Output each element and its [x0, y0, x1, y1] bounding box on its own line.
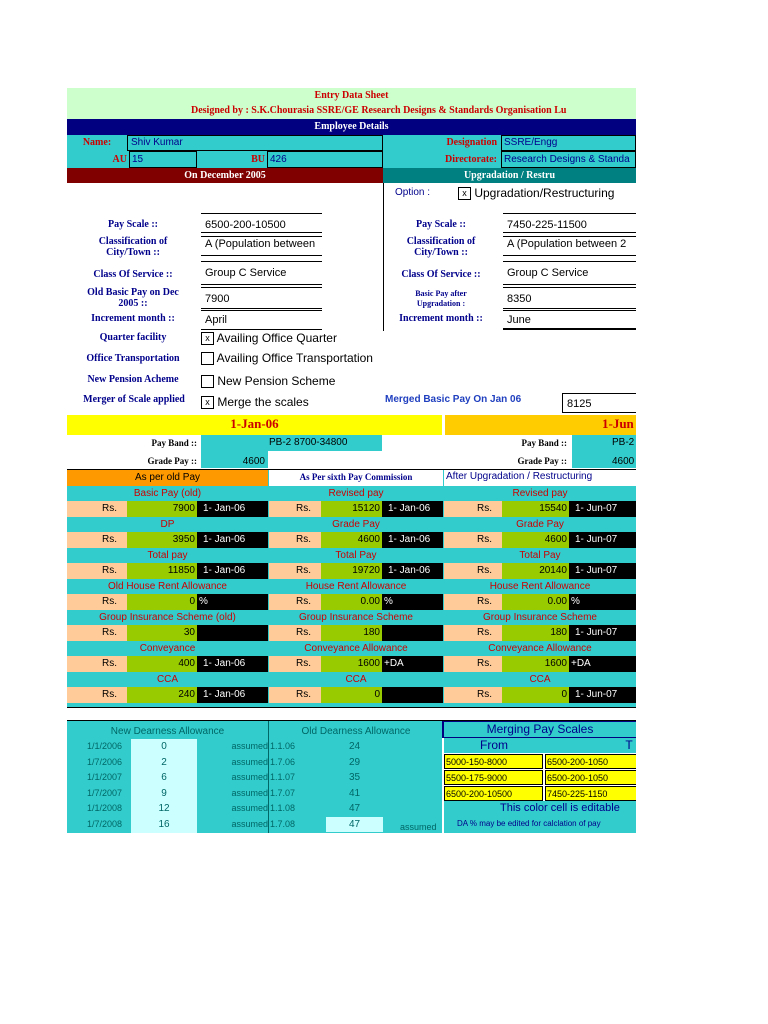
da-row-new[interactable]: 16 [158, 818, 170, 830]
da-row-new[interactable]: 9 [161, 787, 167, 799]
col1-rs-label: Rs. [67, 532, 127, 548]
da-row-new[interactable]: 12 [158, 803, 170, 814]
col1-row-value[interactable]: 7900 [127, 501, 197, 517]
merge-from[interactable]: 6500-200-10500 [444, 786, 543, 801]
class-service-field[interactable]: Group C Service [201, 261, 322, 285]
merge-from[interactable]: 5000-150-8000 [444, 754, 543, 769]
col2-row-value[interactable]: 180 [321, 625, 382, 641]
merging-title: Merging Pay Scales [444, 722, 636, 737]
editable-note: This color cell is editable [500, 802, 620, 814]
da-row-old[interactable]: 35 [348, 772, 361, 783]
col2-row-label: Total Pay [335, 550, 377, 561]
old-da-title: Old Dearness Allowance [301, 726, 411, 737]
old-basic-field[interactable]: 7900 [201, 287, 322, 311]
col3-row-label: CCA [529, 674, 551, 685]
designation-field[interactable]: SSRE/Engg [501, 135, 636, 151]
col1-row-label: Basic Pay (old) [133, 488, 202, 499]
col1-row-label: Conveyance [139, 643, 196, 654]
date-left: 1-Jan-06 [230, 416, 279, 431]
right-classification-field[interactable]: A (Population between 2 [503, 232, 636, 256]
da-row-old[interactable]: 41 [348, 787, 361, 799]
col1-title: As per old Pay [67, 470, 268, 486]
col3-row-value[interactable]: 180 [502, 625, 569, 641]
merger-label: Merger of Scale applied [83, 394, 185, 405]
col1-rs-label: Rs. [67, 594, 127, 610]
col3-row-date: % [569, 594, 636, 610]
col1-row-label: Group Insurance Scheme (old) [99, 612, 236, 623]
date-right: 1-Jun [602, 416, 634, 431]
col3-row-label: Group Insurance Scheme [483, 612, 597, 623]
col3-row-value[interactable]: 1600 [502, 656, 569, 672]
da-row-date: 1/1/2006 [87, 741, 123, 751]
col3-rs-label: Rs. [444, 687, 502, 703]
col1-row-label: Old House Rent Allowance [108, 581, 227, 592]
col3-title: After Upgradation / Restructuring [444, 470, 636, 486]
col2-rs-label: Rs. [269, 625, 321, 641]
col1-row-date: % [197, 594, 268, 610]
col3-row-label: Grade Pay [516, 519, 564, 530]
col2-row-date: +DA [382, 656, 443, 672]
sheet-title: Entry Data Sheet [314, 90, 389, 101]
col3-row-date: 1- Jun-07 [569, 563, 636, 579]
da-row-old-date: 1.7.08 [270, 818, 296, 829]
da-row-old-date: 1.7.07 [270, 787, 296, 798]
col3-row-value[interactable]: 0 [502, 687, 569, 703]
directorate-label: Directorate: [444, 154, 497, 165]
bu-label: BU [251, 154, 265, 165]
da-row-note: assumed [231, 772, 268, 782]
da-row-note: assumed [231, 787, 268, 798]
col1-row-value[interactable]: 3950 [127, 532, 197, 548]
merger-text: Merge the scales [217, 395, 309, 409]
da-row-note: assumed [231, 803, 268, 813]
col3-row-date: 1- Jun-07 [569, 687, 636, 703]
da-row-old-date: 1.1.08 [270, 803, 296, 813]
col3-rs-label: Rs. [444, 532, 502, 548]
pay-band-label-left: Pay Band :: [151, 438, 197, 448]
col1-row-value[interactable]: 0 [127, 594, 197, 610]
col1-rs-label: Rs. [67, 625, 127, 641]
increment-label: Increment month :: [91, 313, 175, 324]
da-row-new[interactable]: 2 [161, 756, 167, 768]
col1-row-value[interactable]: 30 [127, 625, 197, 641]
au-label: AU [112, 154, 127, 165]
option-toggle[interactable] [458, 186, 614, 200]
transport-checkbox[interactable] [201, 352, 214, 365]
col2-row-date: 1- Jan-06 [382, 501, 443, 517]
col1-row-date [197, 625, 268, 641]
da-row-date: 1/1/2008 [87, 803, 123, 813]
grade-pay-label-right: Grade Pay :: [517, 456, 567, 466]
col1-row-date: 1- Jan-06 [197, 501, 268, 517]
option-text: Upgradation/Restructuring [474, 186, 615, 200]
da-row-old[interactable]: 47 [348, 803, 361, 814]
col2-row-label: Group Insurance Scheme [299, 612, 413, 623]
directorate-field[interactable]: Research Designs & Standa [501, 151, 636, 168]
right-section-title: Upgradation / Restru [383, 168, 636, 183]
col1-rs-label: Rs. [67, 563, 127, 579]
da-divider [268, 721, 269, 833]
pension-text: New Pension Scheme [217, 374, 336, 388]
col3-row-label: Conveyance Allowance [488, 643, 592, 654]
col2-row-label: Conveyance Allowance [304, 643, 408, 654]
col2-row-value[interactable]: 0.00 [321, 594, 382, 610]
quarter-checkbox[interactable]: x [201, 332, 214, 345]
col2-row-label: Revised pay [328, 488, 384, 499]
da-row-note: assumed [231, 741, 268, 751]
right-pay-scale-field[interactable]: 7450-225-11500 [503, 213, 636, 237]
basic-after-field[interactable]: 8350 [503, 287, 636, 311]
spreadsheet [67, 88, 636, 833]
da-row-note: assumed [231, 756, 268, 767]
pension-checkbox[interactable] [201, 375, 214, 388]
col1-row-date: 1- Jan-06 [197, 656, 268, 672]
col3-row-value[interactable]: 15540 [502, 501, 569, 517]
pension-toggle[interactable] [201, 374, 335, 388]
right-class-service-label: Class Of Service :: [401, 269, 481, 280]
pension-label: New Pension Acheme [87, 374, 179, 385]
quarter-toggle[interactable] [201, 331, 337, 345]
da-note: DA % may be edited for calclation of pay [457, 819, 601, 828]
col2-rs-label: Rs. [269, 656, 321, 672]
merge-to[interactable]: 7450-225-1150 [545, 786, 636, 801]
col2-row-date: 1- Jan-06 [382, 532, 443, 548]
right-classification-label: Classification of City/Town :: [406, 236, 476, 258]
col1-row-date: 1- Jan-06 [197, 687, 268, 703]
col3-row-value[interactable]: 0.00 [502, 594, 569, 610]
col2-row-value[interactable]: 15120 [321, 501, 382, 517]
designer-credit: Designed by : S.K.Chourasia SSRE/GE Research Designs & Standards Organisation Lu [191, 105, 567, 116]
au-field[interactable]: 15 [129, 151, 197, 168]
merging-to-label: T [544, 738, 636, 753]
table-divider [67, 707, 636, 721]
da-row-old-date: 1.7.06 [270, 756, 296, 767]
col2-rs-label: Rs. [269, 501, 321, 517]
da-row-old-date: 1.1.06 [270, 741, 296, 751]
col3-row-label: Total Pay [519, 550, 561, 561]
da-row-date: 1/7/2007 [87, 787, 123, 798]
col2-row-value[interactable]: 4600 [321, 532, 382, 548]
right-increment-label: Increment month :: [399, 313, 483, 324]
col1-row-date: 1- Jan-06 [197, 532, 268, 548]
da-row-new[interactable]: 0 [161, 741, 167, 752]
col1-row-value[interactable]: 11850 [127, 563, 197, 579]
grade-pay-field-left[interactable]: 4600 [201, 451, 268, 468]
col3-row-label: Revised pay [512, 488, 568, 499]
col1-row-label: CCA [156, 674, 179, 685]
da-row-old[interactable]: 47 [326, 817, 383, 832]
col1-row-value[interactable]: 240 [127, 687, 197, 703]
merger-checkbox[interactable]: x [201, 396, 214, 409]
col2-row-label: Grade Pay [332, 519, 380, 530]
basic-after-label: Basic Pay after Upgradation : [415, 289, 467, 308]
merge-from[interactable]: 5500-175-9000 [444, 770, 543, 785]
col3-rs-label: Rs. [444, 563, 502, 579]
col2-row-value[interactable]: 0 [321, 687, 382, 703]
col2-row-label: House Rent Allowance [305, 581, 407, 592]
col1-row-value[interactable]: 400 [127, 656, 197, 672]
employee-details-header: Employee Details [67, 119, 636, 135]
da-row-old-date: 1.1.07 [270, 772, 296, 782]
da-row-date: 1/7/2008 [87, 818, 123, 829]
col3-row-date: +DA [569, 656, 636, 672]
col2-rs-label: Rs. [269, 563, 321, 579]
left-section-title: On December 2005 [67, 168, 383, 183]
col2-row-date: 1- Jan-06 [382, 563, 443, 579]
new-da-title: New Dearness Allowance [110, 726, 225, 737]
pay-band-field-right[interactable]: PB-2 [572, 435, 636, 451]
grade-pay-label-left: Grade Pay :: [147, 456, 197, 466]
col3-rs-label: Rs. [444, 656, 502, 672]
merger-toggle[interactable] [201, 395, 309, 409]
col1-row-date: 1- Jan-06 [197, 563, 268, 579]
col2-title: As Per sixth Pay Commission [269, 470, 443, 486]
da-last-note: assumed [400, 821, 437, 832]
col2-row-value[interactable]: 1600 [321, 656, 382, 672]
pay-band-field-left[interactable]: PB-2 8700-34800 [201, 435, 382, 451]
transport-toggle[interactable] [201, 351, 373, 365]
col2-row-date [382, 687, 443, 703]
col2-row-date [382, 625, 443, 641]
right-increment-field[interactable]: June [503, 308, 636, 330]
merge-to[interactable]: 6500-200-1050 [545, 770, 636, 785]
quarter-label: Quarter facility [99, 332, 167, 343]
option-checkbox[interactable]: x [458, 187, 471, 200]
col1-rs-label: Rs. [67, 501, 127, 517]
col3-rs-label: Rs. [444, 501, 502, 517]
col3-row-date: 1- Jun-07 [569, 501, 636, 517]
col2-rs-label: Rs. [269, 594, 321, 610]
col3-rs-label: Rs. [444, 625, 502, 641]
old-basic-label: Old Basic Pay on Dec 2005 :: [87, 287, 179, 309]
col2-rs-label: Rs. [269, 687, 321, 703]
col2-row-label: CCA [345, 674, 367, 685]
col2-row-value[interactable]: 19720 [321, 563, 382, 579]
transport-label: Office Transportation [86, 353, 180, 364]
da-row-date: 1/1/2007 [87, 772, 123, 782]
designation-label: Designation [446, 137, 497, 148]
col1-row-label: Total pay [147, 550, 188, 561]
classification-label: Classification of City/Town :: [98, 236, 168, 258]
name-field[interactable]: Shiv Kumar [127, 135, 383, 151]
col3-rs-label: Rs. [444, 594, 502, 610]
col3-row-value[interactable]: 4600 [502, 532, 569, 548]
col3-row-date: 1- Jun-07 [569, 625, 636, 641]
increment-field[interactable]: April [201, 308, 322, 330]
pay-band-label-right: Pay Band :: [521, 438, 567, 448]
da-row-old[interactable]: 29 [348, 756, 361, 768]
col3-row-value[interactable]: 20140 [502, 563, 569, 579]
classification-field[interactable]: A (Population between [201, 232, 322, 256]
da-row-date: 1/7/2006 [87, 756, 123, 767]
da-row-old[interactable]: 24 [348, 741, 361, 752]
merged-basic-label: Merged Basic Pay On Jan 06 [385, 394, 522, 405]
col2-rs-label: Rs. [269, 532, 321, 548]
merged-basic-field[interactable]: 8125 [562, 393, 636, 413]
pay-scale-field[interactable]: 6500-200-10500 [201, 213, 322, 237]
transport-text: Availing Office Transportation [216, 351, 373, 365]
pay-scale-label: Pay Scale :: [108, 219, 158, 230]
col1-rs-label: Rs. [67, 687, 127, 703]
merging-from-label: From [444, 738, 544, 753]
grade-pay-field-right[interactable]: 4600 [572, 451, 636, 468]
option-label: Option : [395, 187, 431, 198]
bu-field[interactable]: 426 [267, 151, 383, 168]
right-pay-scale-label: Pay Scale :: [416, 219, 466, 230]
merge-to[interactable]: 6500-200-1050 [545, 754, 636, 769]
col1-rs-label: Rs. [67, 656, 127, 672]
da-row-new[interactable]: 6 [161, 772, 167, 783]
right-class-service-field[interactable]: Group C Service [503, 261, 636, 285]
col1-row-label: DP [160, 519, 175, 530]
quarter-text: Availing Office Quarter [216, 331, 337, 345]
col3-row-label: House Rent Allowance [489, 581, 591, 592]
name-label: Name: [82, 137, 112, 148]
da-row-note: assumed [231, 818, 268, 829]
col3-row-date: 1- Jun-07 [569, 532, 636, 548]
col2-row-date: % [382, 594, 443, 610]
class-service-label: Class Of Service :: [93, 269, 173, 280]
